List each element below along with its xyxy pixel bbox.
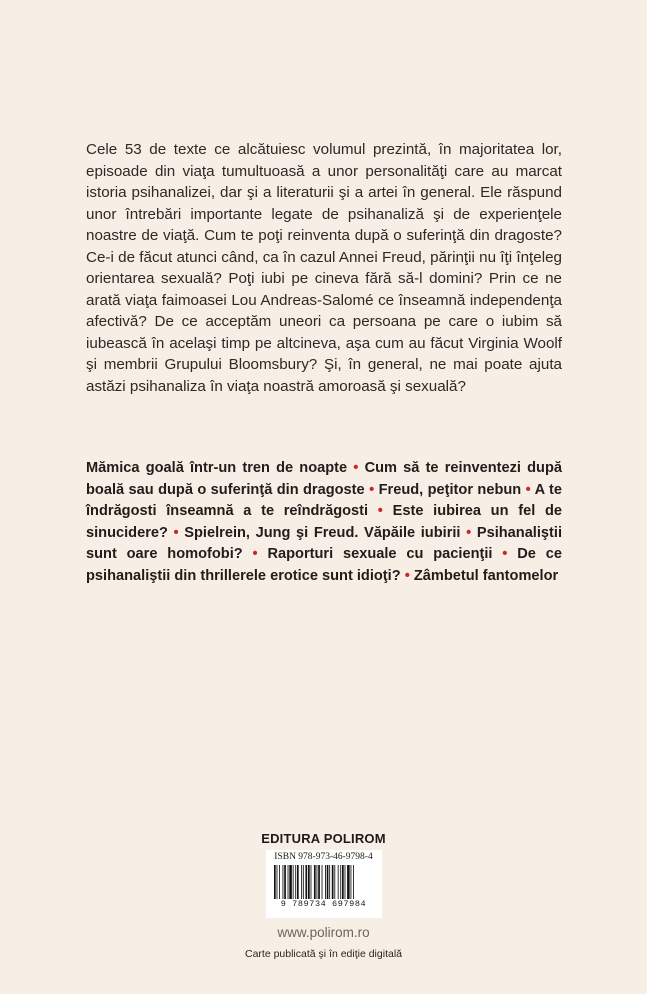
topics-list (86, 458, 562, 587)
barcode-bar (289, 865, 292, 899)
topic-item: Raporturi sexuale cu pacienţii (267, 546, 493, 562)
barcode-bar (340, 865, 341, 899)
barcode-bar (296, 865, 298, 899)
topic-bullet: • (173, 524, 179, 541)
barcode-bar (313, 865, 315, 899)
barcode-bar (326, 865, 328, 899)
barcode-bar (350, 865, 351, 899)
barcode-bar (295, 865, 296, 899)
topic-bullet: • (466, 524, 472, 541)
digital-edition-note: Carte publicată şi în ediţie digitală (244, 948, 402, 960)
barcode-bar (344, 865, 345, 899)
barcode-bar (310, 865, 311, 899)
topic-bullet: • (377, 503, 383, 519)
topic-item: Freud, peţitor nebun (378, 481, 522, 498)
topic-item: A te îndrăgosti înseamnă a te reîndrăgosti (86, 481, 562, 519)
barcode-bar (325, 865, 326, 899)
topic-item: Zâmbetul fantomelor (413, 567, 559, 584)
barcode (266, 850, 382, 918)
barcode-bar (347, 865, 350, 899)
topic-bullet: • (502, 546, 508, 562)
topic-item: Cum să te reinventezi după boală sau după o suferinţă din dragoste (86, 460, 562, 498)
topic-bullet: • (252, 546, 258, 562)
barcode-bar (321, 865, 322, 899)
barcode-bar (274, 865, 276, 899)
topic-bullet: • (369, 481, 375, 498)
barcode-bar (279, 865, 280, 899)
back-cover-description: Cele 53 de texte ce alcătuiesc volumul prezintă, în majoritatea lor, episoade din viaţa tumultuoasă a unor personalităţi care au marcat istoria psihanalizei, dar şi a literaturii şi a artei în general. Ele răspund unor întrebări importante legate de psihanaliză şi de experienţele noastre de viaţă. Cum te poţi reinventa după o suferinţă din dragoste? Ce-i de făcut atunci când, ca în cazul Annei Freud, părinţii nu îţi înţeleg orientarea sexuală? Poţi iubi pe cineva fără să-l domini? Prin ce ne arată viaţa faimoasei Lou Andreas-Salomé ce înseamnă independenţa afectivă? De ce acceptăm uneori ca persoana pe care o iubim să iubească în acelaşi timp pe altcineva, aşa cum au făcut Virginia Woolf şi membrii Grupului Bloomsbury? Şi, în general, ne mai poate ajuta astăzi psihanaliza în viaţa noastră amoroasă şi sexuală? (86, 141, 562, 395)
barcode-bar (337, 865, 338, 899)
topic-item: Mămica goală într-un tren de noapte (86, 460, 348, 476)
topic-bullet: • (404, 567, 410, 584)
topic-item: Psihanaliştii sunt oare homofobi? (86, 524, 563, 562)
barcode-bar (276, 865, 277, 899)
barcode-bar (287, 865, 288, 899)
barcode-bar (301, 865, 302, 899)
barcode-bar (282, 865, 283, 899)
barcode-bar (316, 865, 317, 899)
barcode-bar (353, 865, 354, 899)
barcode-bar (284, 865, 286, 899)
barcode-bar (334, 865, 335, 899)
topic-item: De ce psihanaliştii din thrillerele erotice sunt idioţi? (86, 546, 562, 584)
barcode-bars (272, 865, 376, 899)
topic-bullet: • (525, 481, 531, 498)
barcode-digits: 9 789734 697984 (280, 899, 367, 909)
publisher-block (0, 830, 647, 961)
publisher-name: EDITURA POLIROM (261, 831, 386, 846)
barcode-bar (318, 865, 320, 899)
barcode-bar (302, 865, 303, 899)
barcode-bar (342, 865, 344, 899)
barcode-bar (292, 865, 293, 899)
barcode-bar (305, 865, 307, 899)
barcode-bar (331, 865, 333, 899)
isbn-label: ISBN 978-973-46-9798-4 (274, 852, 373, 862)
topic-item: Spielrein, Jung şi Freud. Văpăile iubirii (184, 524, 461, 541)
topic-item: Este iubirea un fel de sinucidere? (86, 503, 562, 541)
topic-bullet: • (353, 460, 359, 476)
barcode-bar (329, 865, 330, 899)
barcode-bar (308, 865, 310, 899)
publisher-website: www.polirom.ro (277, 925, 370, 940)
